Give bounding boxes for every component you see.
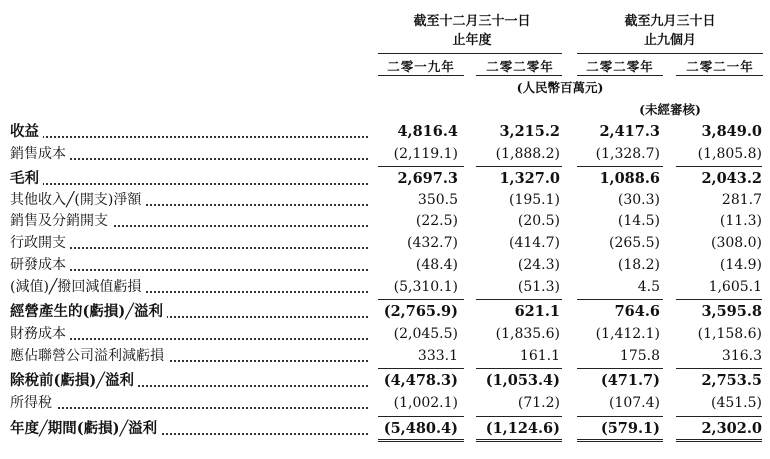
- column-rule-2020-period: [577, 75, 663, 76]
- row-label-text: 其他收入╱(開支)淨額: [10, 192, 145, 208]
- row-value-col4: 1,605.1: [708, 279, 762, 295]
- subtotal-rule: [577, 299, 663, 300]
- row-value-col1: 333.1: [417, 348, 458, 364]
- row-value-col1: 350.5: [417, 192, 458, 208]
- row-value-col4: 3,595.8: [701, 303, 762, 320]
- header-group-year: [378, 12, 566, 50]
- row-value-col2: 161.1: [519, 348, 560, 364]
- row-label: [10, 168, 368, 190]
- row-value-col3: (1,328.7): [595, 146, 660, 162]
- row-label-text: 年度╱期間(虧損)╱溢利: [10, 420, 161, 437]
- row-value-col4: (11.3): [719, 213, 762, 229]
- table-row: [10, 418, 762, 440]
- row-value-col3: 764.6: [614, 303, 660, 320]
- row-value-col3: (1,412.1): [595, 326, 660, 342]
- currency-unit-label: (人民幣百萬元): [516, 80, 604, 95]
- row-label-text: 應佔聯營公司溢利減虧損: [10, 348, 168, 364]
- table-row: [10, 210, 762, 232]
- table-row: [10, 143, 762, 165]
- row-value-col2: (24.3): [517, 257, 560, 273]
- row-value-col4: 2,043.2: [701, 170, 762, 187]
- row-value-col4: (451.5): [710, 395, 762, 411]
- row-value-col3: 2,417.3: [599, 123, 660, 140]
- row-label: [10, 370, 368, 392]
- row-label-text: 毛利: [10, 170, 43, 187]
- row-value-col2: 1,327.0: [499, 170, 560, 187]
- row-value-col1: (4,478.3): [383, 372, 458, 389]
- total-double-rule: [577, 439, 663, 442]
- header-group-nine-months-line1: 截至九月三十日: [624, 14, 716, 29]
- row-value-col4: 316.3: [721, 348, 762, 364]
- row-label: [10, 323, 368, 345]
- table-row: [10, 276, 762, 298]
- row-label-text: 研發成本: [10, 257, 70, 273]
- header-group-year-line1: 截至十二月三十一日: [413, 14, 531, 29]
- row-label-text: 財務成本: [10, 326, 70, 342]
- row-value-col1: (2,119.1): [393, 146, 458, 162]
- subtotal-rule: [676, 416, 762, 417]
- column-rule-2021-period: [676, 75, 763, 76]
- subtotal-rule: [378, 416, 464, 417]
- header-group-nine-months: [575, 12, 765, 50]
- row-value-col3: (18.2): [617, 257, 660, 273]
- header-group-year-line2: 止年度: [452, 33, 492, 48]
- row-label-text: 所得稅: [10, 395, 56, 411]
- subtotal-rule: [476, 368, 562, 369]
- subtotal-rule: [676, 299, 762, 300]
- total-double-rule: [378, 439, 464, 442]
- dot-leader: [10, 136, 368, 138]
- row-value-col1: (48.4): [415, 257, 458, 273]
- row-label-text: (減值)╱撥回減值虧損: [10, 279, 145, 295]
- row-value-col3: (265.5): [608, 235, 660, 251]
- subtotal-rule: [378, 368, 464, 369]
- row-value-col4: 281.7: [721, 192, 762, 208]
- table-row: [10, 323, 762, 345]
- row-value-col3: (30.3): [617, 192, 660, 208]
- row-value-col4: (1,158.6): [697, 326, 762, 342]
- total-double-rule: [676, 439, 762, 442]
- subtotal-rule: [476, 299, 562, 300]
- row-value-col2: (1,053.4): [485, 372, 560, 389]
- row-label: [10, 345, 368, 367]
- row-label: [10, 121, 368, 143]
- table-row: [10, 370, 762, 392]
- row-value-col4: 2,302.0: [701, 420, 762, 437]
- table-row: [10, 189, 762, 211]
- row-value-col4: (308.0): [710, 235, 762, 251]
- dot-leader: [10, 407, 368, 409]
- column-rule-2019: [378, 75, 464, 76]
- row-label-text: 經營產生的(虧損)╱溢利: [10, 303, 167, 320]
- row-value-col1: (5,480.4): [383, 420, 458, 437]
- subtotal-rule: [476, 166, 562, 167]
- row-value-col3: (471.7): [600, 372, 660, 389]
- row-label-text: 收益: [10, 123, 43, 140]
- row-value-col2: (51.3): [517, 279, 560, 295]
- row-label-text: 銷售成本: [10, 146, 70, 162]
- subtotal-rule: [378, 299, 464, 300]
- row-label: [10, 276, 368, 298]
- row-label: [10, 392, 368, 414]
- column-header-2021-period: 二零二一年: [686, 59, 754, 74]
- column-rule-2020-year: [476, 75, 562, 76]
- row-value-col1: (5,310.1): [393, 279, 458, 295]
- row-value-col1: (22.5): [415, 213, 458, 229]
- column-header-2020-year: 二零二零年: [486, 59, 554, 74]
- row-value-col1: (432.7): [406, 235, 458, 251]
- table-row: [10, 254, 762, 276]
- column-header-2020-period: 二零二零年: [586, 59, 654, 74]
- row-value-col2: (1,124.6): [485, 420, 560, 437]
- subtotal-rule: [476, 416, 562, 417]
- row-value-col3: 175.8: [619, 348, 660, 364]
- table-row: [10, 301, 762, 323]
- header-group-nine-months-rule: [577, 53, 763, 54]
- subtotal-rule: [577, 166, 663, 167]
- total-double-rule: [476, 439, 562, 442]
- subtotal-rule: [676, 166, 762, 167]
- row-value-col3: (579.1): [600, 420, 660, 437]
- unaudited-label: (未經審核): [639, 102, 701, 117]
- row-value-col3: (14.5): [617, 213, 660, 229]
- row-label: [10, 143, 368, 165]
- row-value-col2: (195.1): [508, 192, 560, 208]
- table-row: [10, 232, 762, 254]
- row-value-col1: 2,697.3: [397, 170, 458, 187]
- row-value-col2: 3,215.2: [499, 123, 560, 140]
- row-label: [10, 232, 368, 254]
- row-label-text: 銷售及分銷開支: [10, 213, 112, 229]
- table-row: [10, 345, 762, 367]
- row-value-col4: 3,849.0: [701, 123, 762, 140]
- row-value-col1: (1,002.1): [393, 395, 458, 411]
- row-value-col1: (2,765.9): [383, 303, 458, 320]
- row-value-col4: (1,805.8): [697, 146, 762, 162]
- table-row: [10, 168, 762, 190]
- row-value-col2: (1,888.2): [495, 146, 560, 162]
- row-label-text: 除稅前(虧損)╱溢利: [10, 372, 138, 389]
- header-group-nine-months-line2: 止九個月: [643, 33, 696, 48]
- row-label: [10, 210, 368, 232]
- subtotal-rule: [577, 416, 663, 417]
- row-label: [10, 254, 368, 276]
- row-value-col2: (71.2): [517, 395, 560, 411]
- row-label: [10, 189, 368, 211]
- dot-leader: [10, 183, 368, 185]
- subtotal-rule: [577, 368, 663, 369]
- row-value-col1: 4,816.4: [397, 123, 458, 140]
- row-value-col4: (14.9): [719, 257, 762, 273]
- row-value-col2: (20.5): [517, 213, 560, 229]
- subtotal-rule: [676, 368, 762, 369]
- row-value-col3: (107.4): [608, 395, 660, 411]
- row-value-col2: (1,835.6): [495, 326, 560, 342]
- table-row: [10, 392, 762, 414]
- row-label-text: 行政開支: [10, 235, 70, 251]
- row-value-col4: 2,753.5: [701, 372, 762, 389]
- row-value-col3: 4.5: [637, 279, 660, 295]
- subtotal-rule: [378, 166, 464, 167]
- row-value-col2: (414.7): [508, 235, 560, 251]
- row-value-col3: 1,088.6: [599, 170, 660, 187]
- row-label: [10, 301, 368, 323]
- row-label: [10, 418, 368, 440]
- row-value-col2: 621.1: [514, 303, 560, 320]
- header-group-year-rule: [378, 53, 562, 54]
- column-header-2019: 二零一九年: [387, 59, 455, 74]
- row-value-col1: (2,045.5): [393, 326, 458, 342]
- table-row: [10, 121, 762, 143]
